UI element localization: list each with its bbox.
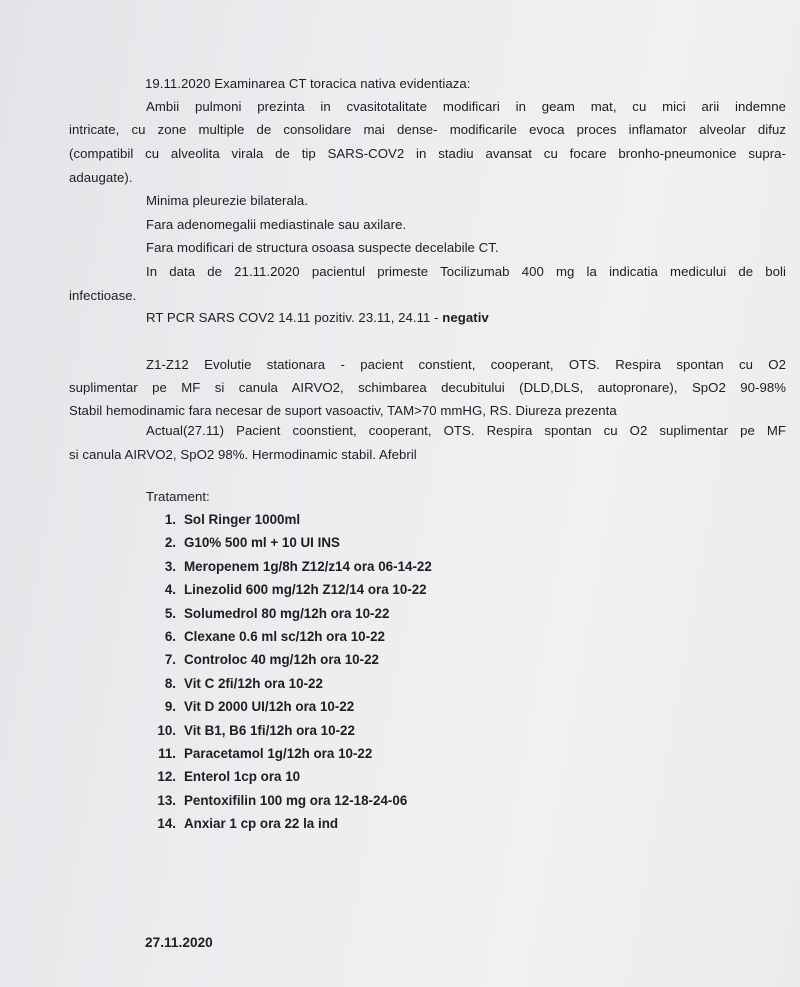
ct-finding-line-2: intricate, cu zone multiple de consolidare mai dense- modificarile evoca proces inflamator alveolar difuz <box>69 122 786 137</box>
treatment-item-text: Solumedrol 80 mg/12h ora 10-22 <box>184 605 390 621</box>
evolution-line-3: Stabil hemodinamic fara necesar de suport vasoactiv, TAM>70 mmHG, RS. Diureza prezenta <box>69 403 617 418</box>
ct-osoasa: Fara modificari de structura osoasa suspecte decelabile CT. <box>146 240 499 255</box>
treatment-item-number: 3. <box>164 558 176 574</box>
treatment-item-number: 13. <box>157 792 176 808</box>
ct-pleurezie: Minima pleurezie bilaterala. <box>146 193 308 208</box>
rt-pcr-text: RT PCR SARS COV2 14.11 pozitiv. 23.11, 24.11 - <box>146 310 443 325</box>
treatment-item-number: 1. <box>164 512 176 527</box>
treatment-item-text: Vit B1, B6 1fi/12h ora 10-22 <box>184 722 355 738</box>
treatment-item <box>150 675 432 698</box>
treatment-item-number: 14. <box>157 816 176 832</box>
tocilizumab-line-2: infectioase. <box>69 288 137 303</box>
treatment-item-text: Anxiar 1 cp ora 22 la ind <box>184 816 339 832</box>
treatment-item <box>150 511 432 534</box>
treatment-item-number: 5. <box>164 605 176 621</box>
treatment-item-text: Sol Ringer 1000ml <box>184 512 301 527</box>
treatment-item <box>150 815 432 838</box>
treatment-item-number: 2. <box>164 535 176 551</box>
ct-exam-intro: 19.11.2020 Examinarea CT toracica nativa evidentiaza: <box>145 76 471 91</box>
treatment-item-text: Clexane 0.6 ml sc/12h ora 10-22 <box>184 628 385 644</box>
treatment-item-number: 11. <box>158 745 176 761</box>
treatment-item <box>150 581 432 604</box>
treatment-item-text: Pentoxifilin 100 mg ora 12-18-24-06 <box>184 792 408 808</box>
treatment-item <box>150 558 432 581</box>
evolution-line-1: Z1-Z12 Evolutie stationara - pacient constient, cooperant, OTS. Respira spontan cu O2 <box>146 357 786 372</box>
treatment-item-text: Vit C 2fi/12h ora 10-22 <box>184 675 323 691</box>
treatment-item-text: Enterol 1cp ora 10 <box>184 769 301 785</box>
treatment-item-text: G10% 500 ml + 10 UI INS <box>184 535 340 551</box>
rt-pcr-results <box>146 309 489 327</box>
treatment-item-number: 4. <box>164 582 176 598</box>
treatment-item-number: 6. <box>164 628 176 644</box>
ct-adenomegalii: Fara adenomegalii mediastinale sau axilare. <box>146 217 407 232</box>
treatment-item-text: Meropenem 1g/8h Z12/z14 ora 06-14-22 <box>184 558 432 574</box>
treatment-item <box>150 651 432 674</box>
treatment-item <box>150 745 432 768</box>
treatment-heading: Tratament: <box>146 489 210 504</box>
rt-pcr-result: negativ <box>442 310 489 325</box>
treatment-item-number: 9. <box>164 699 176 715</box>
treatment-item-number: 10. <box>157 722 176 738</box>
actual-status-line-2: si canula AIRVO2, SpO2 98%. Hermodinamic stabil. Afebril <box>69 447 417 462</box>
treatment-list <box>150 511 432 838</box>
treatment-item-text: Controloc 40 mg/12h ora 10-22 <box>184 652 379 668</box>
ct-finding-line-1: Ambii pulmoni prezinta in cvasitotalitate modificari in geam mat, cu mici arii indemne <box>146 99 786 114</box>
treatment-item <box>150 534 432 557</box>
treatment-item <box>150 792 432 815</box>
treatment-item-text: Vit D 2000 UI/12h ora 10-22 <box>184 699 355 715</box>
ct-finding-line-4: adaugate). <box>69 170 133 185</box>
treatment-item <box>150 722 432 745</box>
treatment-item <box>150 768 432 791</box>
treatment-item-number: 8. <box>164 675 176 691</box>
actual-status-line-1: Actual(27.11) Pacient coonstient, cooperant, OTS. Respira spontan cu O2 suplimentar pe MF <box>146 423 786 438</box>
treatment-item <box>150 628 432 651</box>
treatment-item-number: 7. <box>164 652 176 668</box>
treatment-item <box>150 605 432 628</box>
evolution-line-2: suplimentar pe MF si canula AIRVO2, schimbarea decubitului (DLD,DLS, autopronare), SpO2 90-98% <box>69 380 786 395</box>
treatment-item-text: Paracetamol 1g/12h ora 10-22 <box>184 745 373 761</box>
treatment-item-text: Linezolid 600 mg/12h Z12/14 ora 10-22 <box>184 582 427 598</box>
treatment-item <box>150 698 432 721</box>
document-date: 27.11.2020 <box>145 935 213 950</box>
tocilizumab-line-1: In data de 21.11.2020 pacientul primeste Tocilizumab 400 mg la indicatia medicului de boli <box>146 264 786 279</box>
treatment-item-number: 12. <box>157 769 176 785</box>
ct-finding-line-3: (compatibil cu alveolita virala de tip SARS-COV2 in stadiu avansat cu focare bronho-pneumonice supra- <box>69 146 786 161</box>
